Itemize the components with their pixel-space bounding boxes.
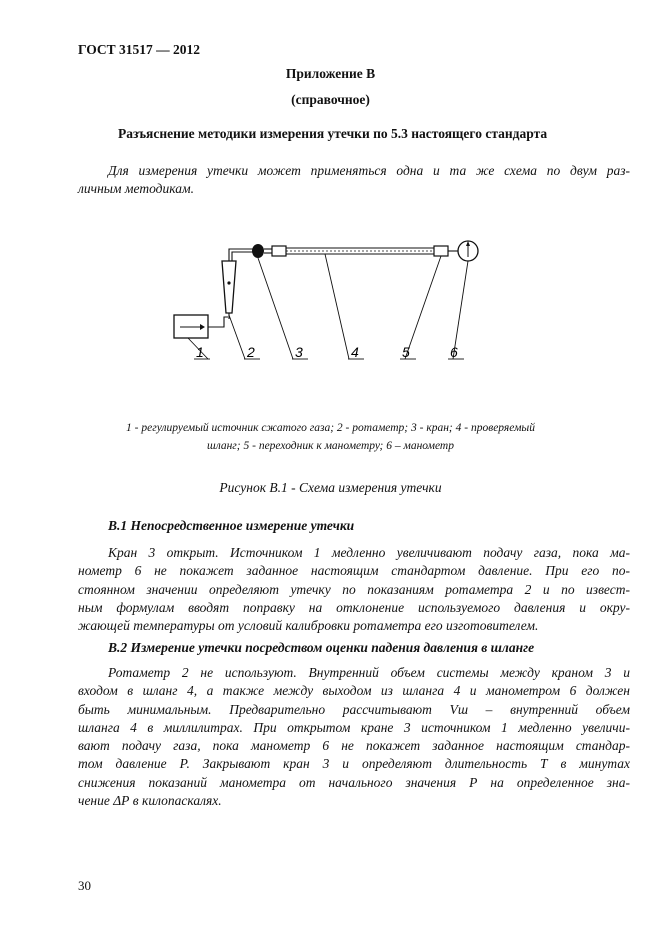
source-pipe [208,317,228,327]
label-1: 1 [196,344,204,360]
section1-paragraph [78,544,630,635]
legend-line: 1 - регулируемый источник сжатого газа; 2 - ротаметр; 3 - кран; 4 - проверяемый [126,422,535,434]
section1-line: ным формулам вводят поправку на отклонение используемого давления и окру- [78,599,630,615]
leader-3 [258,258,293,359]
intro-line: Для измерения утечки может применяться одна и та же схема по двум раз- [108,163,630,178]
label-6: 6 [450,344,458,360]
appendix-title: Приложение В [285,66,376,81]
section1-heading: В.1 Непосредственное измерение утечки [108,518,355,533]
section1-line: стоянном значении определяют утечку по показаниям ротаметра 2 и по извест- [78,581,630,597]
section2-line: входом в шланг 4, а также между выходом из шланга 4 и манометром 6 должен [78,683,630,699]
standard-header: ГОСТ 31517 — 2012 [78,42,201,57]
rotameter-tube [222,261,236,313]
rotameter-pipe-inner [232,252,254,261]
gauge-adapter [434,246,448,256]
intro-line: личным методикам. [78,181,194,197]
label-3: 3 [295,344,303,360]
section2-line: Ротаметр 2 не используют. Внутренний объем системы между краном 3 и [108,665,630,680]
label-2: 2 [247,344,255,360]
rotameter-pipe-top [229,249,254,261]
appendix-subtitle: (справочное) [291,92,370,107]
section2-paragraph [78,664,630,810]
section1-line: нометр 6 не покажет заданное настоящим стандартом давление. При его по- [78,563,630,579]
section2-line: вают подачу газа, пока манометр 6 не покажет заданное настоящим стандар- [78,738,630,754]
valve-body [252,244,264,258]
appendix-heading: Разъяснение методики измерения утечки по 5.3 настоящего стандарта [118,126,548,141]
section1-line: жающей температуры от условий калибровки ротаметра его изготовителем. [78,618,539,634]
leader-4 [325,254,349,359]
section2-line: быть минимальным. Предварительно рассчитывают Vш – внутренний объем [78,701,630,717]
leader-2 [229,315,245,359]
section2-heading: В.2 Измерение утечки посредством оценки падения давления в шланге [108,640,535,655]
rotameter-float [227,281,230,284]
figure-caption: Рисунок В.1 - Схема измерения утечки [219,480,442,495]
section2-line: чение ΔР в килопаскалях. [78,793,222,809]
section2-line: шланга 4 в миллилитрах. При открытом кране 3 источником 1 медленно увеличи- [78,719,630,735]
hose-coupling-left [272,246,286,256]
label-5: 5 [402,344,410,360]
section2-line: снижения показаний манометра от начального значения Р на определенное зна- [78,774,630,790]
leader-5 [405,256,441,359]
source-arrow-head-icon [200,324,205,330]
intro-paragraph [78,162,630,199]
section1-line: Кран 3 открыт. Источником 1 медленно увеличивают подачу газа, пока ма- [108,545,630,560]
section2-line: том давление Р. Закрывают кран 3 и определяют длительность Т в минутах [78,756,630,772]
legend-line: шланг; 5 - переходник к манометру; 6 – манометр [207,440,454,452]
label-4: 4 [351,344,359,360]
leak-measurement-diagram [150,225,490,375]
page-number: 30 [78,878,91,893]
figure-legend [0,419,661,455]
